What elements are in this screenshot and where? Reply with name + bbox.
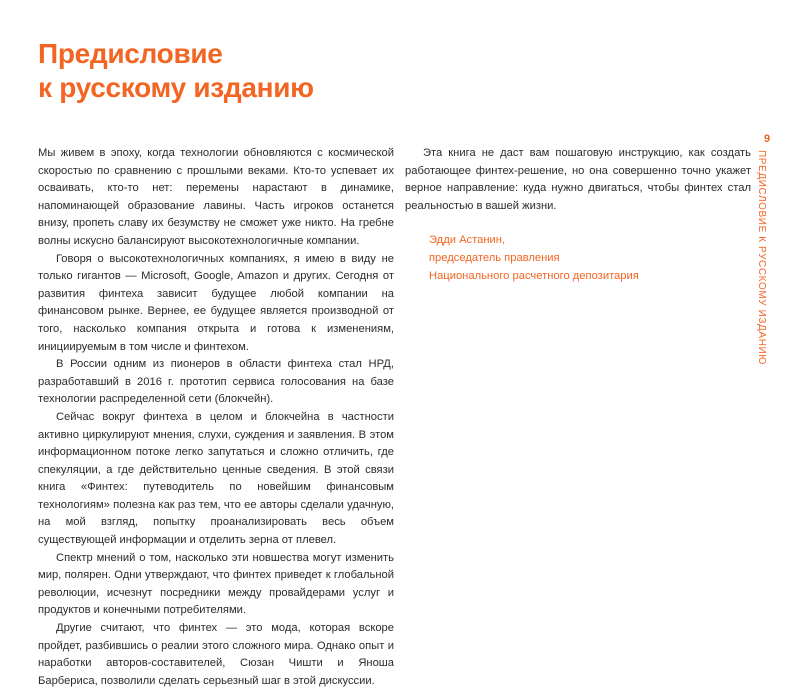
paragraph: Спектр мнений о том, насколько эти новшества могут изменить мир, полярен. Одни утверждают, что финтех приведет к глобальной революции, исчезнут посредники между провайдерами услуг и продуктов и конечными потребителями.	[38, 551, 394, 617]
left-column	[38, 145, 394, 690]
title-line-2: к русскому изданию	[38, 72, 314, 103]
page-title	[38, 37, 314, 105]
signature-name: Эдди Астанин,	[429, 234, 506, 247]
paragraph: Другие считают, что финтех — это мода, которая вскоре пройдет, разбившись о реалии этого сложного мира. Однако опыт и наработки авторов-составителей, Сюзан Чишти и Яноша Барбериса, позволили сделать серьезный шаг в этой дискуссии.	[38, 622, 394, 687]
signature-organization: Национального расчетного депозитария	[429, 269, 639, 282]
running-head: ПРЕДИСЛОВИЕ К РУССКОМУ ИЗДАНИЮ	[756, 150, 767, 366]
title-line-1: Предисловие	[38, 38, 223, 69]
paragraph: Эта книга не даст вам пошаговую инструкцию, как создать работающее финтех-решение, но она совершенно точно укажет верное направление: куда нужно двигаться, чтобы финтех стал реальностью в вашей жизни.	[405, 147, 751, 212]
page-number: 9	[763, 133, 771, 145]
paragraph: В России одним из пионеров в области финтеха стал НРД, разработавший в 2016 г. прототип сервиса голосования на базе технологии распределенной сети (блокчейн).	[38, 358, 394, 406]
right-column	[405, 145, 751, 285]
signature-role: председатель правления	[429, 251, 560, 264]
paragraph: Сейчас вокруг финтеха в целом и блокчейна в частности активно циркулируют мнения, слухи, суждения и заявления. В этом информационном потоке легко запутаться и сложно отличить, где спекуляции, а где действительно ценные сведения. В этой связи книга «Финтех: путеводитель по новейшим финансовым технологиям» полезна как раз тем, что ее авторы сделали удачную, на мой взгляд, попытку проанализировать весь объем существующей информации и отделить зерна от плевел.	[38, 410, 394, 547]
paragraph: Говоря о высокотехнологичных компаниях, я имею в виду не только гигантов — Microsoft, Google, Amazon и других. Сегодня от развития финтеха зависит будущее любой компании на финансовом рынке. Вернее, ее будущее является производной от того, насколько компания открыта и готова к изменениям, инициируемым в том числе и финтехом.	[38, 252, 394, 353]
paragraph: Мы живем в эпоху, когда технологии обновляются с космической скоростью по сравнению с прошлыми веками. Кто-то успевает их осваивать, кто-то нет: перемены нарастают в динамике, напоминающей образование лавины. Часть игроков останется внизу, пропеть славу их безумству не сможет уже никто. На гребне волны искусно балансируют высокотехнологичные компании.	[38, 147, 394, 247]
signature	[405, 232, 751, 285]
